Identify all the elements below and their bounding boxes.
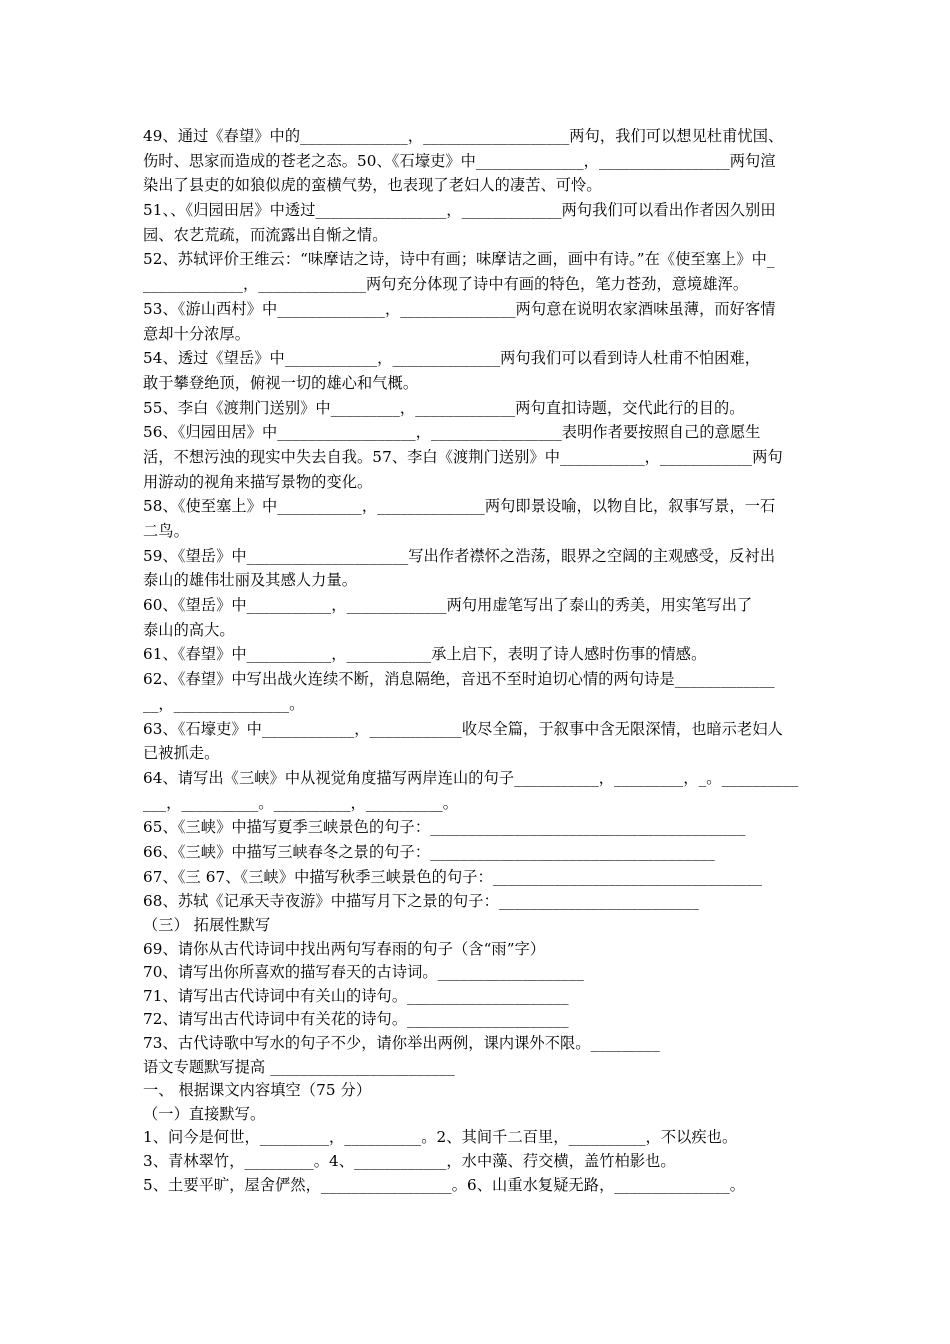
text-line: 已被抓走。 xyxy=(143,744,220,763)
text-line: 69、请你从古代诗词中找出两句写春雨的句子（含“雨”字） xyxy=(143,939,546,958)
text-line: __，_______________。 xyxy=(143,694,305,713)
text-line: 62、《春望》中写出战火连续不断，消息隔绝，音迅不至时迫切心情的两句诗是_____________ xyxy=(143,670,775,689)
text-line: 54、透过《望岳》中____________，______________两句我们可以看到诗人杜甫不怕困难， xyxy=(143,349,761,368)
text-line: 1、问今是何世，_________，__________。2、其间千二百里，__________，不以疾也。 xyxy=(143,1128,738,1147)
section-title: 语文专题默写提高 ________________________ xyxy=(143,1057,455,1076)
text-line: 49、通过《春望》中的______________，___________________两句，我们可以想见杜甫忧国、 xyxy=(143,127,784,145)
text-line: 67、《三 67、《三峡》中描写秋季三峡景色的句子：___________________________________ xyxy=(143,867,763,886)
text-line: 56、《归园田居》中__________________，_________________表明作者要按照自己的意愿生 xyxy=(143,423,761,442)
text-line: 70、请写出你所喜欢的描写春天的古诗词。___________________ xyxy=(143,963,584,982)
exercise-text-block xyxy=(143,124,813,1197)
text-line: 71、请写出古代诗词中有关山的诗句。_____________________ xyxy=(143,986,569,1005)
text-line: 5、土要平旷，屋舍俨然，_________________。6、山重水复疑无路，_______________。 xyxy=(143,1175,746,1194)
text-line: 泰山的高大。 xyxy=(143,620,235,639)
text-line: 53、《游山西村》中______________，_______________两句意在说明农家酒味虽薄，而好客情 xyxy=(143,299,776,318)
text-line: 意却十分浓厚。 xyxy=(143,324,251,343)
text-line: 敢于攀登绝顶，俯视一切的雄心和气概。 xyxy=(143,373,419,392)
text-line: 伤时、思家而造成的苍老之态。50、《石壕吏》中______________，_________________两句渲 xyxy=(143,151,776,170)
text-line: 73、古代诗歌中写水的句子不少，请你举出两例，课内课外不限。_________ xyxy=(143,1033,660,1052)
text-line: 58、《使至塞上》中___________，______________两句即景设喻，以物自比，叙事写景，一石 xyxy=(143,497,776,516)
text-line: _____________，______________两句充分体现了诗中有画的特色，笔力苍劲，意境雄浑。 xyxy=(143,275,749,294)
text-line: 园、农艺荒疏，而流露出自惭之情。 xyxy=(143,225,388,244)
text-line: 65、《三峡》中描写夏季三峡景色的句子：_________________________________________ xyxy=(143,818,746,837)
text-line: 61、《春望》中___________，___________承上启下，表明了诗人感时伤事的情感。 xyxy=(143,645,707,664)
text-line: 二鸟。 xyxy=(143,522,189,540)
text-line: 66、《三峡》中描写三峡春冬之景的句子：_____________________________________ xyxy=(143,842,715,861)
text-line: 用游动的视角来描写景物的变化。 xyxy=(143,472,373,491)
text-line: 60、《望岳》中___________，_____________两句用虚笔写出了泰山的秀美，用实笔写出了 xyxy=(143,596,753,615)
text-line: 72、请写出古代诗词中有关花的诗句。_____________________ xyxy=(143,1010,569,1029)
text-line: 3、青林翠竹，_________。4、____________，水中藻、荇交横，盖竹柏影也。 xyxy=(143,1151,676,1170)
text-line: 55、李白《渡荆门送别》中_________，_____________两句直扣诗题，交代此行的目的。 xyxy=(143,398,745,417)
section-heading: （三） 拓展性默写 xyxy=(143,916,271,934)
text-line: 64、请写出《三峡》中从视觉角度描写两岸连山的句子___________，_________，_。__________ xyxy=(143,768,799,787)
text-line: 泰山的雄伟壮丽及其感人力量。 xyxy=(143,571,358,590)
section-heading: 一、 根据课文内容填空（75 分） xyxy=(143,1081,372,1100)
text-line: 52、苏轼评价王维云：“味摩诘之诗，诗中有画；味摩诘之画，画中有诗。”在《使至塞上》中_ xyxy=(143,250,775,269)
section-heading: （一）直接默写。 xyxy=(143,1104,266,1123)
text-line: 活，不想污浊的现实中失去自我。57、李白《渡荆门送别》中___________，____________两句 xyxy=(143,447,783,466)
text-line: 68、苏轼《记承天寺夜游》中描写月下之景的句子：__________________________ xyxy=(143,892,699,911)
text-line: 51、、《归园田居》中透过_________________，_____________两句我们可以看出作者因久别田 xyxy=(143,201,776,220)
text-line: 染出了县吏的如狼似虎的蛮横气势，也表现了老妇人的凄苦、可怜。 xyxy=(143,176,602,195)
text-line: 59、《望岳》中_____________________写出作者襟怀之浩荡，眼界之空阔的主观感受，反衬出 xyxy=(143,546,776,565)
text-line: ___，__________。__________，__________。 xyxy=(143,793,459,812)
text-line: 63、《石壕吏》中____________，____________收尽全篇，于叙事中含无限深情，也暗示老妇人 xyxy=(143,719,783,738)
